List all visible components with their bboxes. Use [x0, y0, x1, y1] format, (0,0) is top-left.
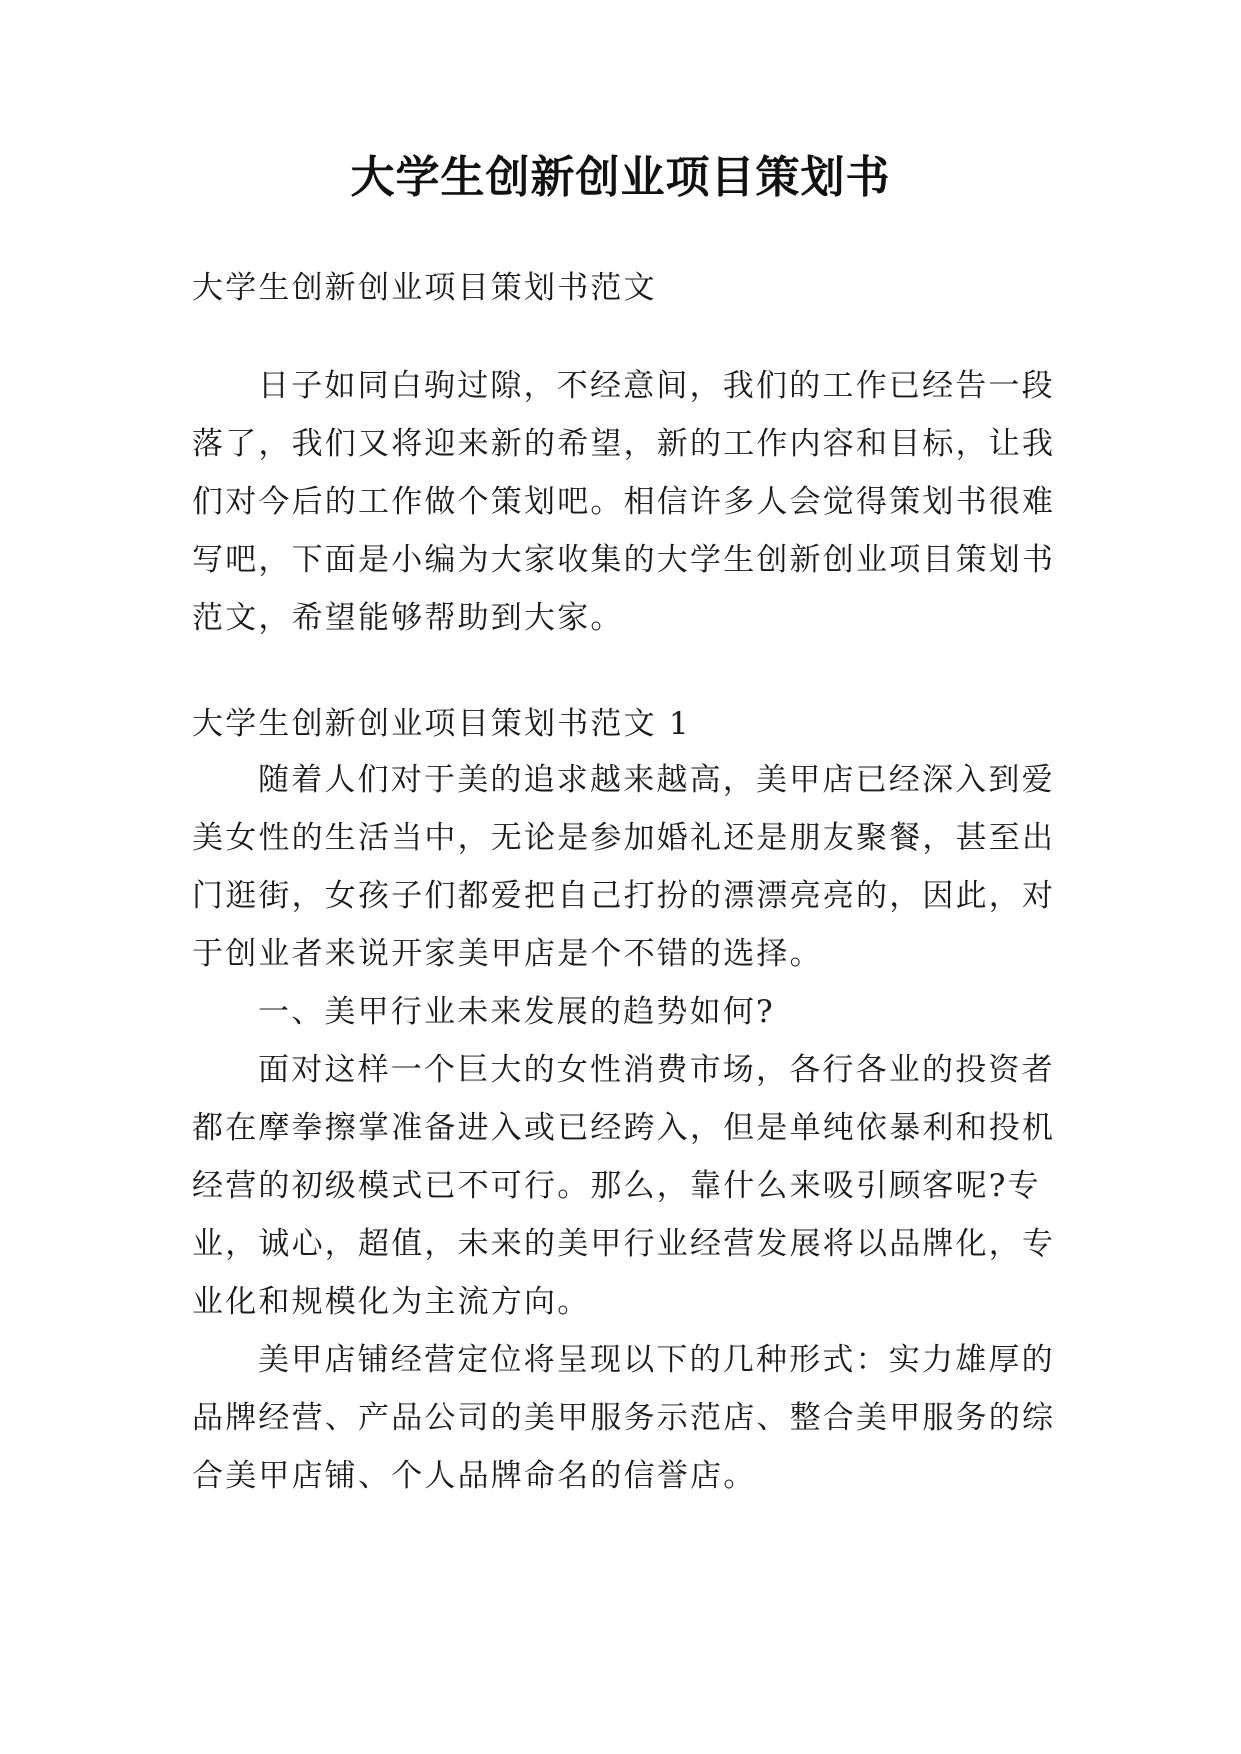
- paragraph-line: 随着人们对于美的追求越来越高，美甲店已经深入到爱: [258, 762, 1055, 798]
- document-title: 大学生创新创业项目策划书: [350, 152, 891, 203]
- paragraph-line: 美女性的生活当中，无论是参加婚礼还是朋友聚餐，甚至出: [192, 820, 1056, 856]
- paragraph-line: 品牌经营、产品公司的美甲服务示范店、整合美甲服务的综: [192, 1400, 1056, 1436]
- paragraph-line: 美甲店铺经营定位将呈现以下的几种形式：实力雄厚的: [258, 1342, 1055, 1378]
- intro-line: 们对今后的工作做个策划吧。相信许多人会觉得策划书很难: [192, 484, 1056, 520]
- intro-line: 落了，我们又将迎来新的希望，新的工作内容和目标，让我: [192, 426, 1056, 462]
- document-subtitle: 大学生创新创业项目策划书范文: [192, 270, 657, 306]
- paragraph-line: 都在摩拳擦掌准备进入或已经跨入，但是单纯依暴利和投机: [192, 1110, 1056, 1146]
- intro-line: 范文，希望能够帮助到大家。: [192, 600, 624, 636]
- paragraph-line: 门逛街，女孩子们都爱把自己打扮的漂漂亮亮的，因此，对: [192, 878, 1056, 914]
- paragraph-line: 业，诚心，超值，未来的美甲行业经营发展将以品牌化，专: [192, 1226, 1056, 1262]
- section-heading: 大学生创新创业项目策划书范文 1: [192, 706, 691, 742]
- question-heading: 一、美甲行业未来发展的趋势如何?: [258, 994, 775, 1030]
- paragraph-line: 经营的初级模式已不可行。那么，靠什么来吸引顾客呢?专: [192, 1168, 1041, 1204]
- paragraph-line: 面对这样一个巨大的女性消费市场，各行各业的投资者: [258, 1052, 1055, 1088]
- intro-line: 写吧，下面是小编为大家收集的大学生创新创业项目策划书: [192, 542, 1056, 578]
- paragraph-line: 业化和规模化为主流方向。: [192, 1284, 591, 1320]
- intro-line: 日子如同白驹过隙，不经意间，我们的工作已经告一段: [258, 368, 1055, 404]
- paragraph-line: 合美甲店铺、个人品牌命名的信誉店。: [192, 1458, 757, 1494]
- paragraph-line: 于创业者来说开家美甲店是个不错的选择。: [192, 936, 823, 972]
